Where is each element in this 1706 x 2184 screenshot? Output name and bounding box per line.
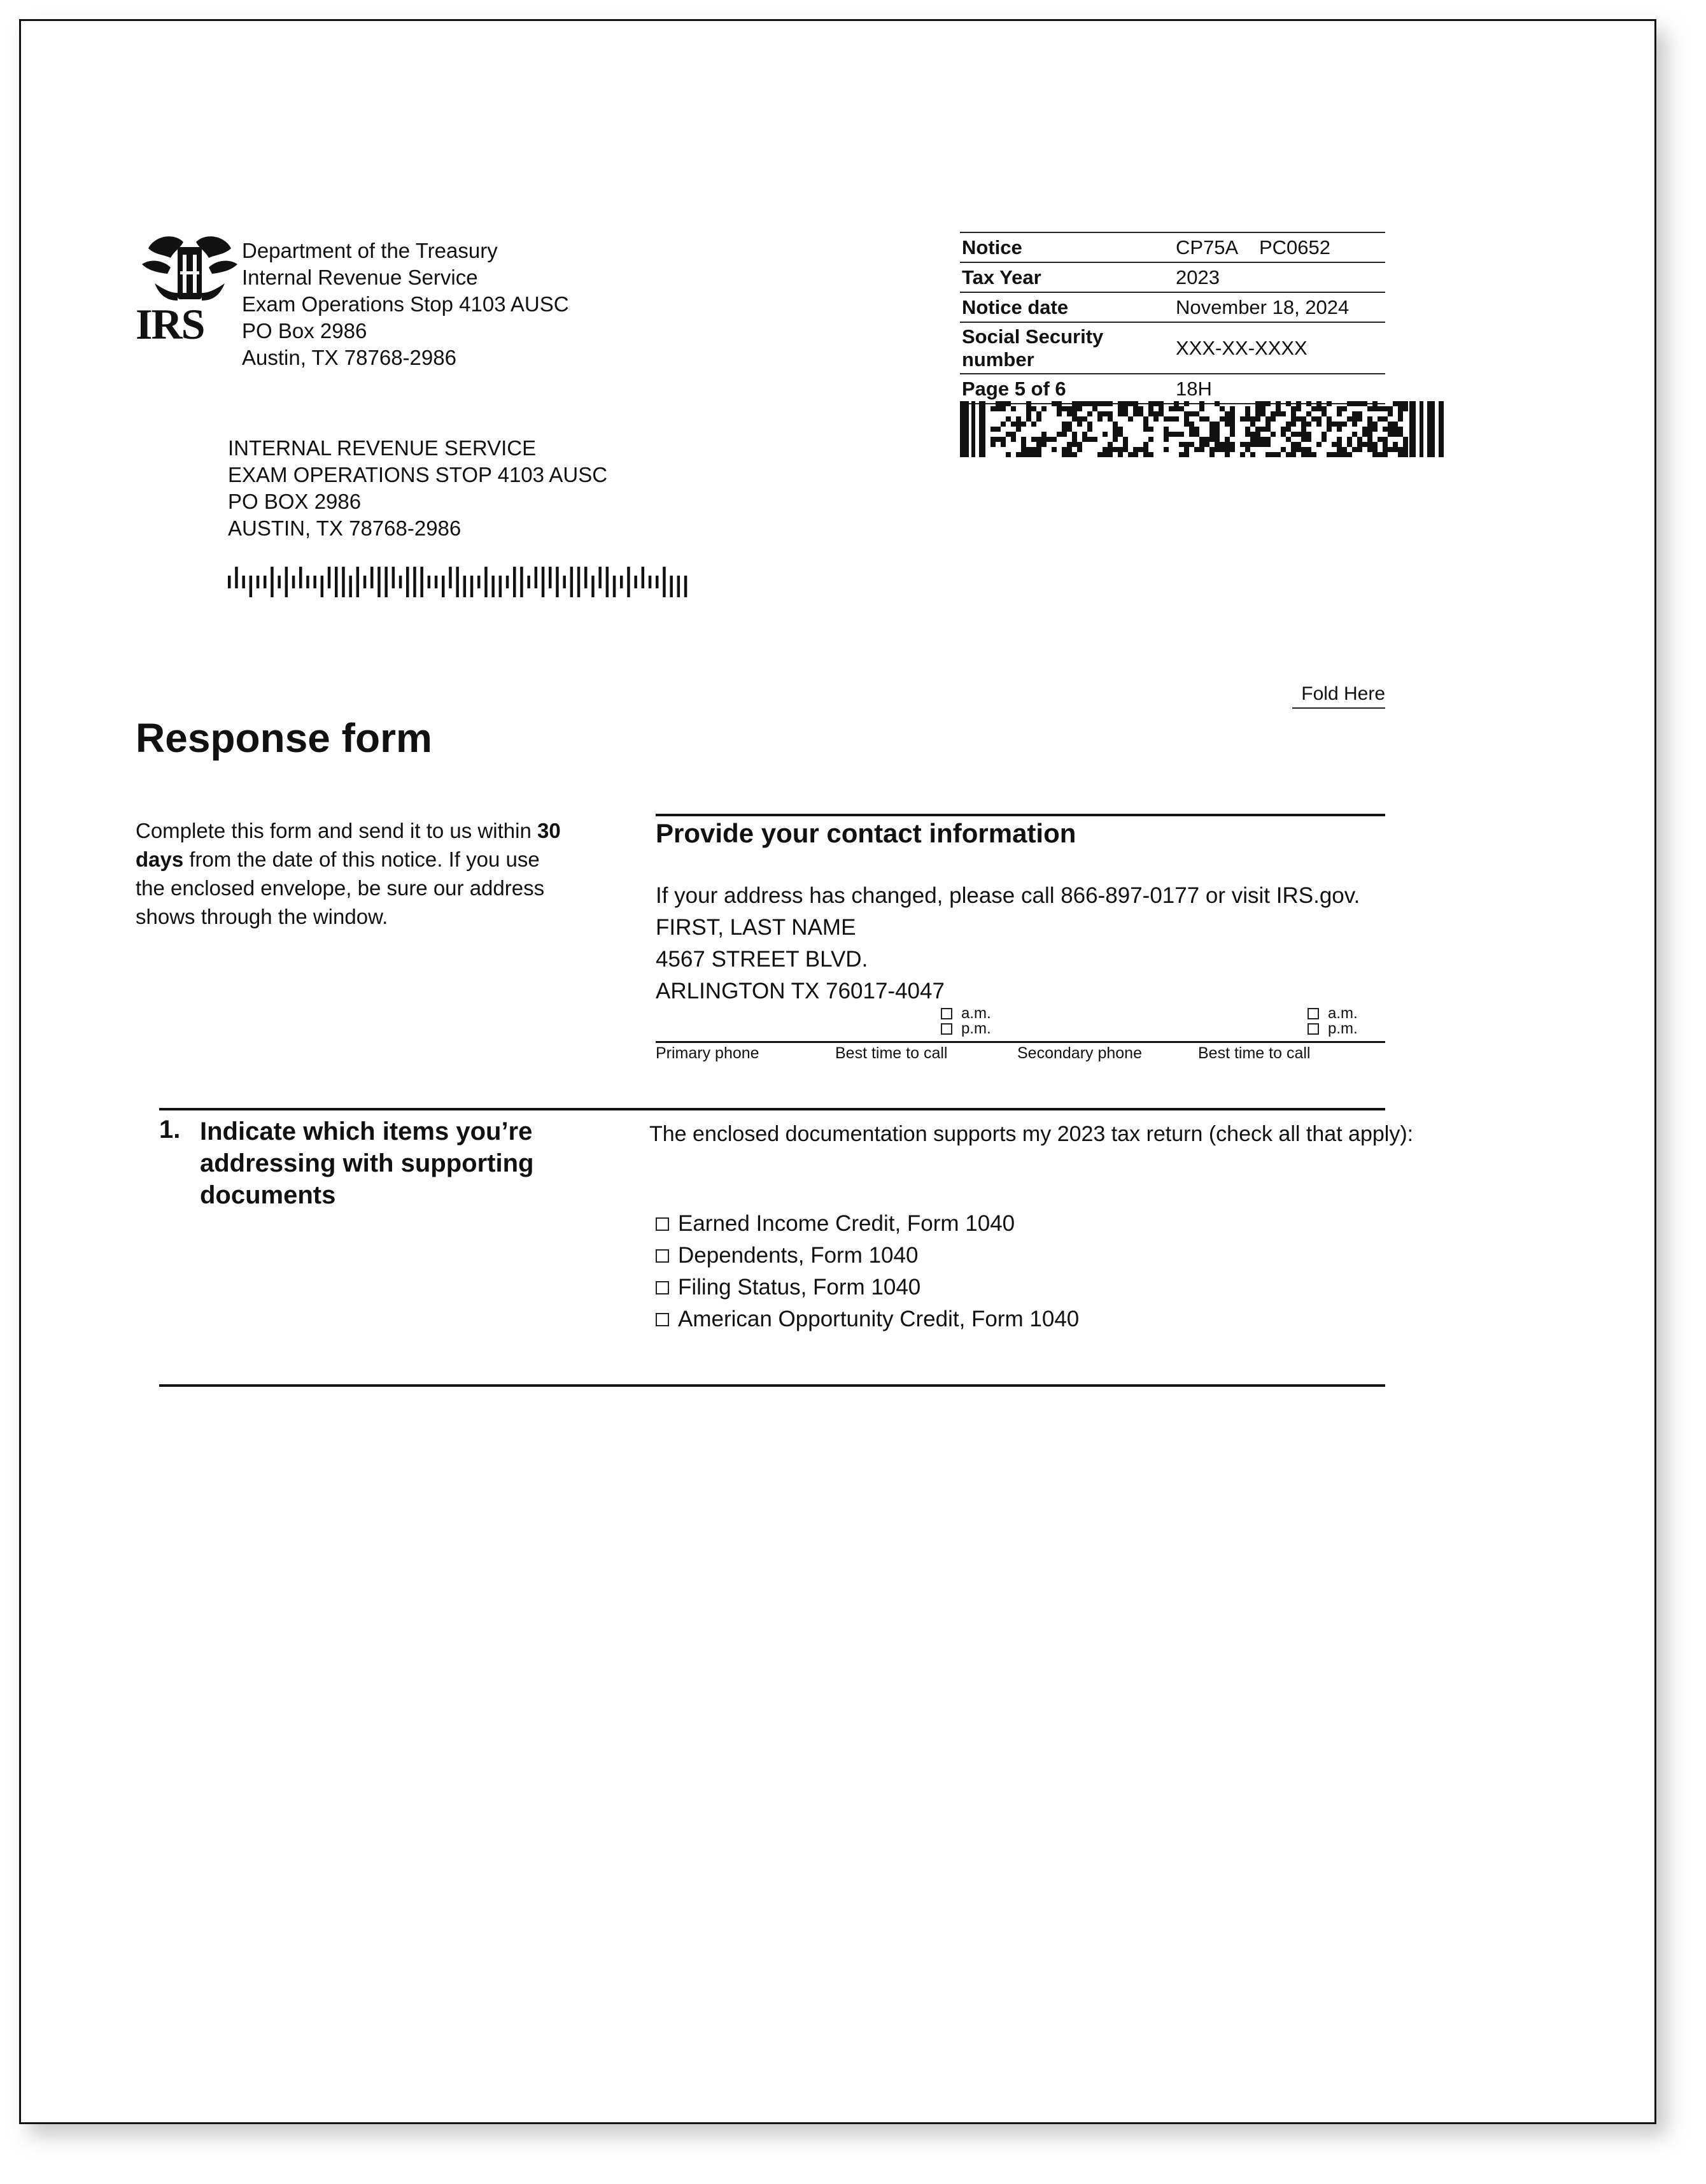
- taxpayer-city: ARLINGTON TX 76017-4047: [656, 979, 945, 1003]
- ssn-row: [960, 322, 1385, 374]
- tax-year-row: [960, 262, 1385, 292]
- notice-value: CP75A PC0652: [1174, 232, 1385, 262]
- contact-details: [656, 880, 1360, 1007]
- am-option[interactable]: [1308, 1006, 1358, 1021]
- mailing-address: [228, 435, 607, 542]
- option-label: Earned Income Credit, Form 1040: [678, 1211, 1015, 1236]
- section-description: The enclosed documentation supports my 2023 tax return (check all that apply):: [649, 1122, 1414, 1146]
- tax-year-value: 2023: [1174, 262, 1385, 292]
- irs-logo-text: IRS: [136, 300, 204, 348]
- section-title: Indicate which items you’re addressing with supporting documents: [200, 1117, 534, 1209]
- section-number: 1.: [159, 1116, 181, 1144]
- option-label: American Opportunity Credit, Form 1040: [678, 1307, 1080, 1331]
- notice-row: [960, 232, 1385, 262]
- deadline-days: 30 days: [136, 819, 561, 871]
- option-eic[interactable]: [656, 1208, 1079, 1240]
- mailing-line: AUSTIN, TX 78768-2986: [228, 516, 462, 540]
- notice-date-label: Notice date: [960, 292, 1174, 322]
- ssn-label: Social Security number: [960, 322, 1174, 374]
- instructions: [136, 816, 568, 931]
- ssn-value: XXX-XX-XXXX: [1174, 322, 1385, 374]
- option-label: Filing Status, Form 1040: [678, 1275, 921, 1300]
- primary-phone-label: Primary phone: [656, 1044, 759, 1062]
- instructions-text: from the date of this notice. If you use the enclosed envelope, be sure our address shows through the window.: [136, 847, 545, 928]
- best-time-label: Best time to call: [835, 1044, 948, 1062]
- am-checkbox[interactable]: [1308, 1008, 1319, 1019]
- option-checkbox[interactable]: [656, 1217, 669, 1231]
- contact-heading: Provide your contact information: [656, 818, 1076, 848]
- sender-line: Internal Revenue Service: [242, 266, 478, 289]
- instructions-text: Complete this form and send it to us within: [136, 819, 537, 842]
- best-time-label: Best time to call: [1198, 1044, 1311, 1062]
- option-label: Dependents, Form 1040: [678, 1243, 919, 1268]
- pm-option[interactable]: [1308, 1021, 1358, 1037]
- page-row: [960, 374, 1385, 404]
- am-option[interactable]: [941, 1006, 991, 1021]
- pm-checkbox[interactable]: [1308, 1023, 1319, 1035]
- notice-label: Notice: [960, 232, 1174, 262]
- am-label: a.m.: [1328, 1005, 1358, 1022]
- phone-field-line[interactable]: [656, 1041, 1385, 1043]
- address-change-note: If your address has changed, please call 866-897-0177 or visit IRS.gov.: [656, 883, 1360, 908]
- taxpayer-name: FIRST, LAST NAME: [656, 915, 856, 940]
- section-bottom-rule: [159, 1384, 1385, 1387]
- notice-date-value: November 18, 2024: [1174, 292, 1385, 322]
- postal-barcode: [228, 567, 693, 597]
- 2d-barcode: [960, 401, 1444, 457]
- pm-checkbox[interactable]: [941, 1023, 952, 1035]
- tax-year-label: Tax Year: [960, 262, 1174, 292]
- pm-label: p.m.: [961, 1020, 991, 1037]
- section-divider: [159, 1108, 1385, 1110]
- sender-line: PO Box 2986: [242, 319, 367, 343]
- pm-label: p.m.: [1328, 1020, 1358, 1037]
- secondary-phone-label: Secondary phone: [1017, 1044, 1142, 1062]
- mailing-line: EXAM OPERATIONS STOP 4103 AUSC: [228, 463, 608, 486]
- option-aoc[interactable]: [656, 1303, 1079, 1335]
- mailing-line: PO BOX 2986: [228, 490, 362, 513]
- am-label: a.m.: [961, 1005, 991, 1022]
- sender-address: [242, 238, 569, 371]
- page-title: Response form: [136, 715, 432, 761]
- notice-info-table: [960, 232, 1385, 404]
- pm-option[interactable]: [941, 1021, 991, 1037]
- primary-time-options: [941, 1006, 991, 1037]
- option-dependents[interactable]: [656, 1240, 1079, 1272]
- mailing-line: INTERNAL REVENUE SERVICE: [228, 436, 537, 460]
- page-code: 18H: [1174, 374, 1385, 404]
- am-checkbox[interactable]: [941, 1008, 952, 1019]
- page-label: Page 5 of 6: [960, 374, 1174, 404]
- contact-top-rule: [656, 814, 1385, 816]
- sender-line: Austin, TX 78768-2986: [242, 346, 456, 369]
- sender-line: Exam Operations Stop 4103 AUSC: [242, 292, 569, 316]
- fold-here-mark: Fold Here: [1292, 683, 1385, 709]
- option-checkbox[interactable]: [656, 1313, 669, 1326]
- option-filing-status[interactable]: [656, 1272, 1079, 1303]
- taxpayer-street: 4567 STREET BLVD.: [656, 947, 868, 972]
- option-checkbox[interactable]: [656, 1249, 669, 1263]
- sender-line: Department of the Treasury: [242, 239, 498, 262]
- notice-date-row: [960, 292, 1385, 322]
- option-checkbox[interactable]: [656, 1281, 669, 1294]
- supporting-items-list: [656, 1208, 1079, 1335]
- secondary-time-options: [1308, 1006, 1358, 1037]
